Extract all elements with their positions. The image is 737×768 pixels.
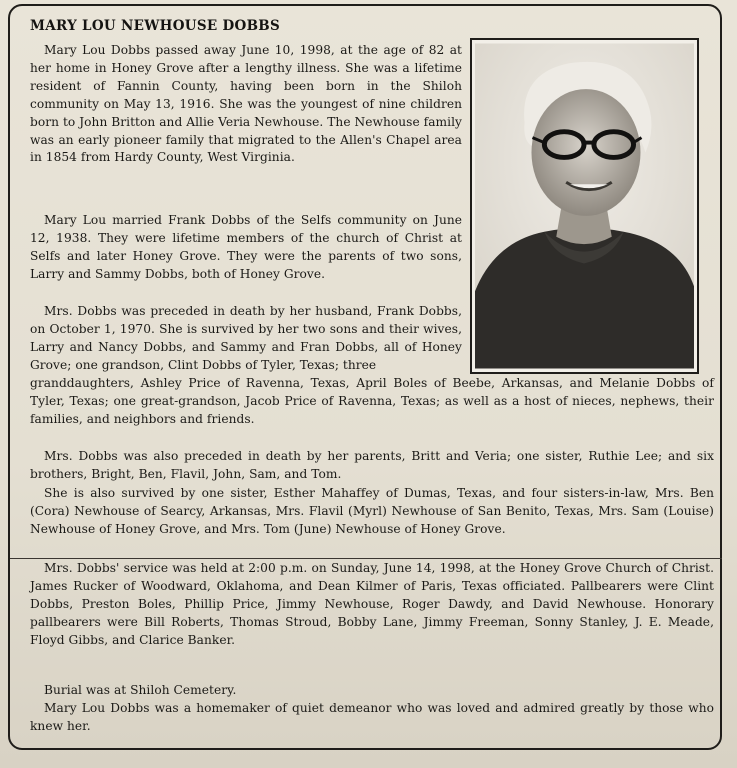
- portrait-photo: [470, 38, 699, 374]
- paragraph-closing: Mary Lou Dobbs was a homemaker of quiet demeanor who was loved and admired greatly by those who knew her.: [30, 701, 714, 733]
- clipping-fold-line: [10, 558, 722, 559]
- paragraph-burial: Burial was at Shiloh Cemetery.: [44, 683, 237, 697]
- paragraph-survivors: Mrs. Dobbs was preceded in death by her husband, Frank Dobbs, on October 1, 1970. She is survived by her two sons and their wives, Larry and Nancy Dobbs, and Sammy and Fran Dobbs, all of Honey Grove; one grandson, Clint Dobbs of Tyler, Texas; three: [30, 304, 462, 372]
- paragraph-survivors-continued: granddaughters, Ashley Price of Ravenna, Texas, April Boles of Beebe, Arkansas, and Melanie Dobbs of Tyler, Texas; one great-grandson, Jacob Price of Ravenna, Texas; as well as a host of nieces, nephews, their families, and neighbors and friends.: [30, 376, 714, 426]
- paragraph-marriage: Mary Lou married Frank Dobbs of the Selfs community on June 12, 1938. They were lifetime members of the church of Christ at Selfs and later Honey Grove. They were the parents of two sons, Larry and Sammy Dobbs, both of Honey Grove.: [30, 213, 462, 281]
- obituary-headline: MARY LOU NEWHOUSE DOBBS: [30, 18, 281, 34]
- paragraph-sister-survivors: She is also survived by one sister, Esther Mahaffey of Dumas, Texas, and four sisters-in-law, Mrs. Ben (Cora) Newhouse of Searcy, Arkansas, Mrs. Flavil (Myrl) Newhouse of San Benito, Texas, Mrs. Sam (Louise) Newhouse of Honey Grove, and Mrs. Tom (June) Newhouse of Honey Grove.: [30, 486, 714, 536]
- paragraph-death-announcement: Mary Lou Dobbs passed away June 10, 1998, at the age of 82 at her home in Honey Grove after a lengthy illness. She was a lifetime resident of Fannin County, having been born in the Shiloh community on May 13, 1916. She was the youngest of nine children born to John Britton and Allie Veria Newhouse. The Newhouse family was an early pioneer family that migrated to the Allen's Chapel area in 1854 from Hardy County, West Virginia.: [30, 43, 462, 165]
- paragraph-preceded-in-death: Mrs. Dobbs was also preceded in death by her parents, Britt and Veria; one sister, Ruthie Lee; and six brothers, Bright, Ben, Flavil, John, Sam, and Tom.: [30, 449, 714, 481]
- portrait-photo-icon: [475, 43, 694, 369]
- paragraph-service: Mrs. Dobbs' service was held at 2:00 p.m. on Sunday, June 14, 1998, at the Honey Grove Church of Christ. James Rucker of Woodward, Oklahoma, and Dean Kilmer of Paris, Texas officiated. Pallbearers were Clint Dobbs, Preston Boles, Phillip Price, Jimmy Newhouse, Roger Dawdy, and David Newhouse. Honorary pallbearers were Bill Roberts, Thomas Stroud, Bobby Lane, Jimmy Freeman, Sonny Stanley, J. E. Meade, Floyd Gibbs, and Clarice Banker.: [30, 561, 714, 647]
